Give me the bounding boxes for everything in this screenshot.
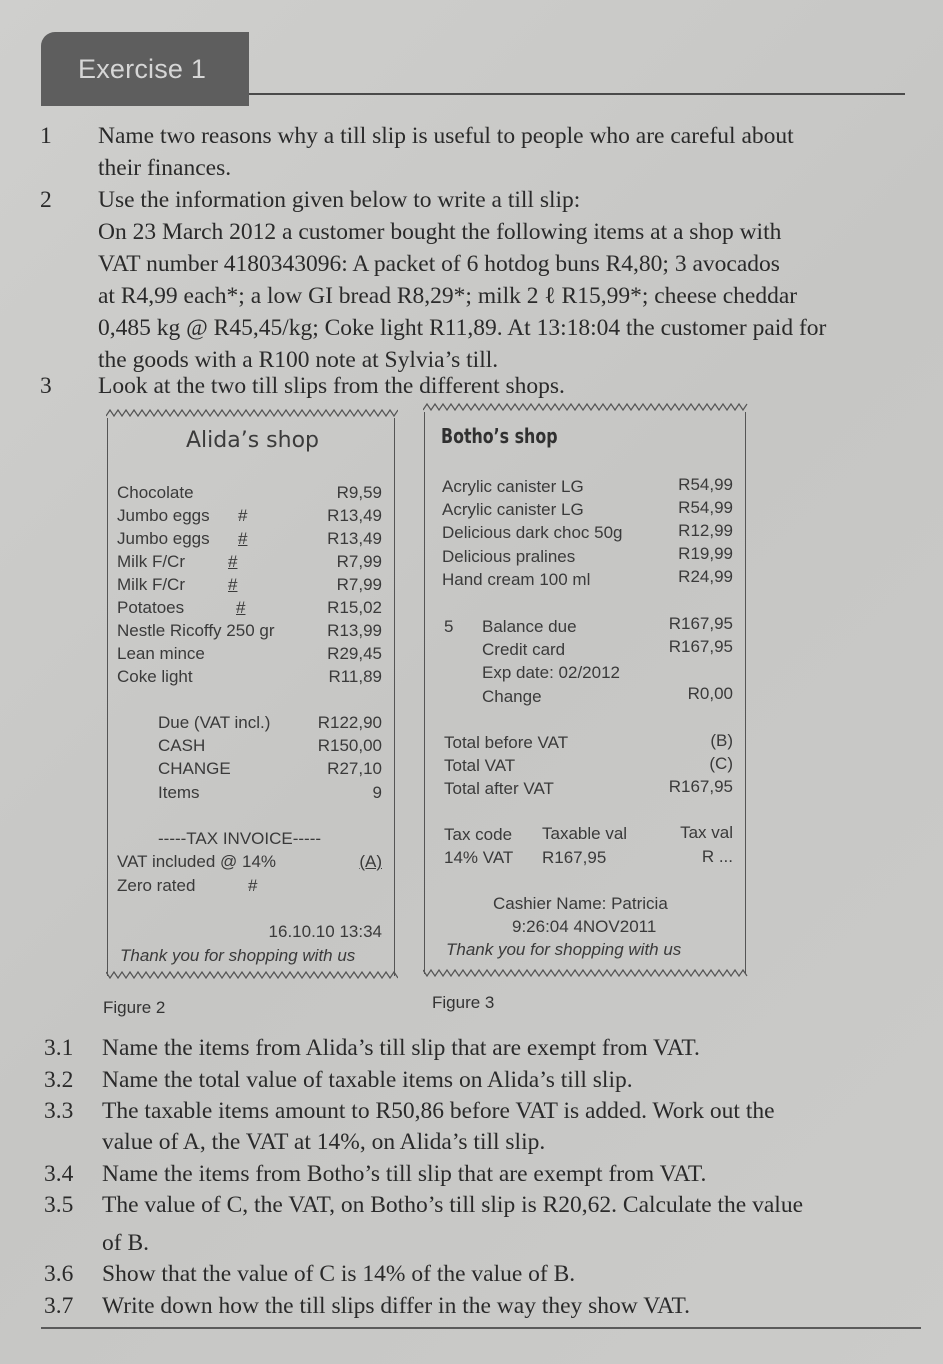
item-price: R29,45 — [327, 644, 382, 663]
zero-rated-mark: # — [238, 506, 248, 525]
vat-total-label: Total VAT — [444, 756, 516, 775]
vat-included-label: VAT included @ 14% — [117, 852, 277, 871]
question-2 — [40, 184, 920, 376]
vat-total-value-b: (B) — [710, 731, 733, 750]
vat-total-value-c: (C) — [709, 754, 733, 773]
item-price: R13,49 — [327, 506, 382, 525]
subquestion-line: Name the items from Botho’s till slip that are exempt from VAT. — [102, 1161, 707, 1187]
exercise-title: Exercise 1 — [78, 54, 207, 84]
tax-table-cell: 14% VAT — [444, 848, 514, 867]
tax-table-header: Tax code — [444, 825, 513, 844]
subquestion-number: 3.7 — [44, 1293, 74, 1319]
header-divider — [249, 93, 905, 95]
question-line: Name two reasons why a till slip is useful to people who are careful about — [98, 123, 794, 149]
vat-total-label: Total before VAT — [444, 733, 569, 752]
question-line: Look at the two till slips from the different shops. — [98, 373, 565, 399]
item-name: Milk F/Cr — [117, 575, 185, 594]
item-name: Potatoes — [117, 598, 185, 617]
payment-label: Balance due — [482, 617, 577, 636]
payment-label: Change — [482, 687, 542, 706]
item-price: R54,99 — [678, 498, 733, 517]
receipt-datetime: 9:26:04 4NOV2011 — [512, 917, 657, 936]
subquestion-number: 3.4 — [44, 1161, 74, 1187]
card-expiry: Exp date: 02/2012 — [482, 663, 621, 682]
total-label: CHANGE — [158, 759, 231, 778]
item-name: Milk F/Cr — [117, 552, 185, 571]
subquestion-line: The taxable items amount to R50,86 before VAT is added. Work out the — [102, 1098, 775, 1124]
zero-rated-mark: # — [228, 552, 238, 571]
item-name: Nestle Ricoffy 250 gr — [117, 621, 275, 640]
item-name: Chocolate — [117, 483, 194, 502]
item-name: Hand cream 100 ml — [442, 570, 591, 589]
question-number: 3 — [40, 373, 52, 399]
item-name: Lean mince — [117, 644, 205, 663]
zero-rated-mark: # — [228, 575, 238, 594]
cashier-name: Cashier Name: Patricia — [493, 894, 668, 913]
question-number: 2 — [40, 187, 52, 213]
alida-shop-title: Alida’s shop — [186, 428, 319, 453]
subquestion-line: Name the total value of taxable items on Alida’s till slip. — [102, 1067, 633, 1093]
item-name: Delicious pralines — [442, 547, 576, 566]
zero-rated-label: Zero rated — [117, 876, 196, 895]
item-name: Acrylic canister LG — [442, 500, 584, 519]
total-value: R27,10 — [327, 759, 382, 778]
zero-rated-mark: # — [238, 529, 248, 548]
item-name: Acrylic canister LG — [442, 477, 584, 496]
item-name: Coke light — [117, 667, 193, 686]
subquestion-line: Name the items from Alida’s till slip that are exempt from VAT. — [102, 1035, 700, 1061]
payment-value: R0,00 — [687, 684, 733, 703]
subquestion-number: 3.1 — [44, 1035, 74, 1061]
vat-value-a: (A) — [359, 852, 382, 871]
subquestion-line: Show that the value of C is 14% of the value of B. — [102, 1261, 576, 1287]
item-price: R24,99 — [678, 567, 733, 586]
tax-table-header: Taxable val — [542, 824, 628, 843]
bottom-divider — [41, 1327, 921, 1329]
item-price: R54,99 — [678, 475, 733, 494]
item-price: R15,02 — [327, 598, 382, 617]
question-line: at R4,99 each*; a low GI bread R8,29*; milk 2 ℓ R15,99*; cheese cheddar — [98, 283, 798, 309]
payment-value: R167,95 — [668, 614, 733, 633]
subquestion-line: The value of C, the VAT, on Botho’s till slip is R20,62. Calculate the value — [102, 1192, 804, 1218]
item-price: R13,49 — [327, 529, 382, 548]
alida-till-slip — [107, 418, 395, 976]
question-line: VAT number 4180343096: A packet of 6 hotdog buns R4,80; 3 avocados — [98, 251, 780, 277]
subquestion-line: value of A, the VAT at 14%, on Alida’s till slip. — [102, 1129, 546, 1155]
tax-table-header: Tax val — [680, 823, 733, 842]
item-price: R13,99 — [327, 621, 382, 640]
zigzag-bottom-edge — [106, 968, 398, 980]
item-count: 5 — [444, 617, 454, 636]
zero-rated-mark: # — [236, 598, 246, 617]
payment-label: Credit card — [482, 640, 566, 659]
total-value: R150,00 — [317, 736, 382, 755]
payment-value: R167,95 — [668, 637, 733, 656]
item-name: Delicious dark choc 50g — [442, 523, 623, 542]
tax-invoice-heading: -----TAX INVOICE----- — [158, 829, 322, 848]
botho-till-slip — [424, 412, 746, 974]
question-line: On 23 March 2012 a customer bought the following items at a shop with — [98, 219, 782, 245]
tax-table-cell: R ... — [701, 847, 733, 866]
question-line: Use the information given below to write a till slip: — [98, 187, 581, 213]
item-price: R7,99 — [336, 575, 382, 594]
item-price: R9,59 — [336, 483, 382, 502]
item-price: R12,99 — [678, 521, 733, 540]
question-line: the goods with a R100 note at Sylvia’s till. — [98, 347, 499, 373]
subquestion-number: 3.3 — [44, 1098, 74, 1124]
item-price: R19,99 — [678, 544, 733, 563]
subquestion-number: 3.6 — [44, 1261, 74, 1287]
subquestion-number: 3.5 — [44, 1192, 74, 1218]
subquestion-line: of B. — [102, 1230, 149, 1256]
question-line: 0,485 kg @ R45,45/kg; Coke light R11,89. At 13:18:04 the customer paid for — [98, 315, 827, 341]
vat-total-label: Total after VAT — [444, 779, 554, 798]
total-value: 9 — [372, 783, 382, 802]
item-name: Jumbo eggs — [117, 529, 210, 548]
question-1 — [40, 120, 910, 184]
zero-rated-mark: # — [248, 876, 258, 895]
zigzag-top-edge — [423, 402, 749, 414]
figure-3-caption: Figure 3 — [432, 993, 495, 1012]
total-label: Items — [158, 783, 200, 802]
zigzag-bottom-edge — [423, 966, 749, 978]
question-number: 1 — [40, 123, 52, 149]
tax-table-cell: R167,95 — [542, 848, 607, 867]
vat-total-value: R167,95 — [668, 777, 733, 796]
subquestion-line: Write down how the till slips differ in the way they show VAT. — [102, 1293, 691, 1319]
total-value: R122,90 — [317, 713, 382, 732]
item-name: Jumbo eggs — [117, 506, 210, 525]
thank-you-message: Thank you for shopping with us — [446, 940, 682, 959]
question-line: their finances. — [98, 155, 232, 181]
total-label: CASH — [158, 736, 206, 755]
thank-you-message: Thank you for shopping with us — [120, 946, 356, 965]
receipt-datetime: 16.10.10 13:34 — [268, 922, 382, 941]
item-price: R7,99 — [336, 552, 382, 571]
figure-2-caption: Figure 2 — [103, 998, 166, 1017]
question-3 — [40, 370, 920, 402]
total-label: Due (VAT incl.) — [158, 713, 271, 732]
item-price: R11,89 — [328, 667, 382, 686]
subquestion-number: 3.2 — [44, 1067, 74, 1093]
botho-shop-title: Botho’s shop — [441, 424, 558, 448]
zigzag-top-edge — [106, 408, 398, 420]
